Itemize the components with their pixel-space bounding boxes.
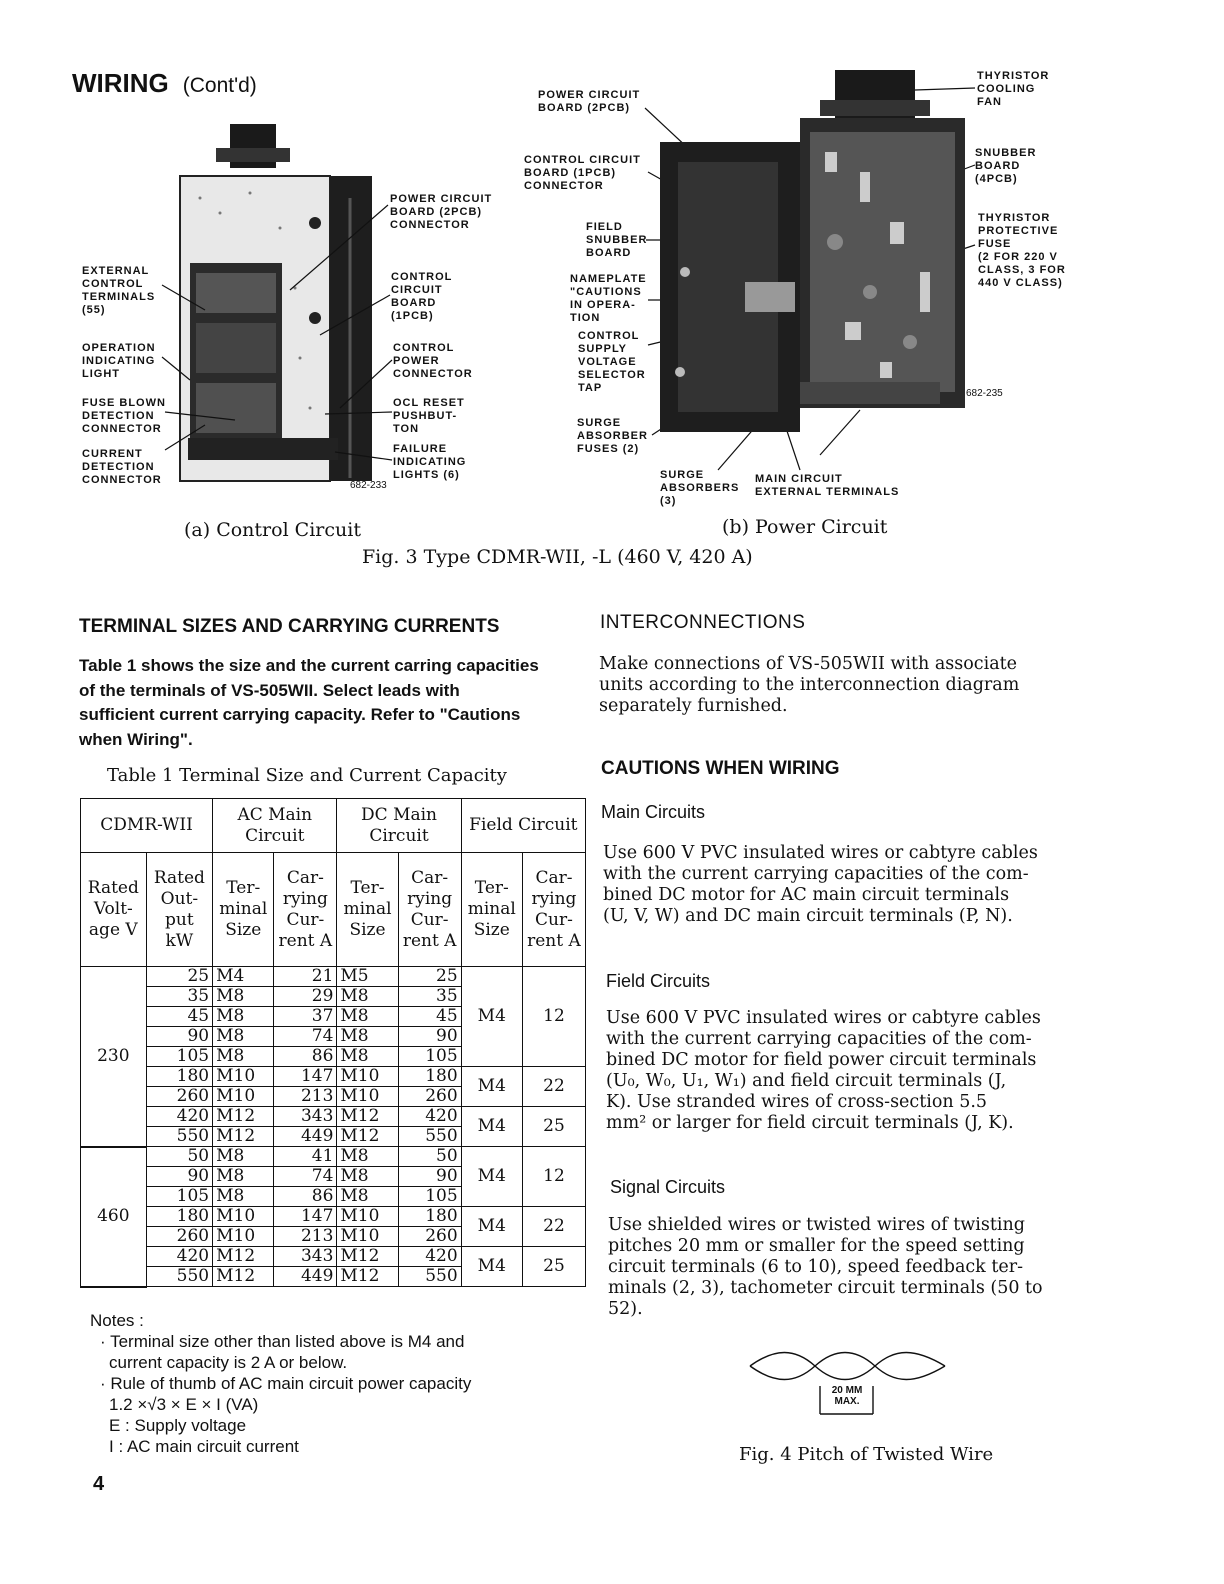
- cell: 74: [274, 1027, 337, 1047]
- caption-control-circuit: (a) Control Circuit: [184, 519, 361, 541]
- cell: M12: [213, 1127, 274, 1147]
- cell: M10: [337, 1207, 398, 1227]
- label-b-main-circuit-external-terminals: MAIN CIRCUIT EXTERNAL TERMINALS: [755, 473, 900, 498]
- cell: 550: [146, 1267, 213, 1287]
- col-header-ac-current: Car- rying Cur- rent A: [274, 853, 337, 967]
- cell-field-current: 22: [522, 1207, 585, 1247]
- cell-field-current: 25: [522, 1107, 585, 1147]
- cell: 550: [146, 1127, 213, 1147]
- cell: M10: [337, 1087, 398, 1107]
- cell: M10: [213, 1227, 274, 1247]
- figure-4-caption: Fig. 4 Pitch of Twisted Wire: [739, 1444, 994, 1465]
- cell: M8: [213, 1187, 274, 1207]
- table-row: [81, 1107, 586, 1127]
- cell: M4: [213, 967, 274, 987]
- notes: Notes : · Terminal size other than listed above is M4 and current capacity is 2 A or below. · Rule of thumb of AC main circuit power capacity 1.2 ×√3 × E × I (VA) E : Supply voltage I : AC main circuit current: [90, 1310, 600, 1457]
- interconnections-heading: INTERCONNECTIONS: [600, 612, 806, 633]
- cell: 180: [146, 1207, 213, 1227]
- field-circuits-body: Use 600 V PVC insulated wires or cabtyre cables with the current carrying capacities of the com- bined DC motor for field power circuit terminals (U₀, W₀, U₁, W₁) and field circuit terminals (J, K). Use stranded wires of cross-section 5.5 mm² or larger for field circuit terminals (J, K).: [606, 1008, 1041, 1133]
- cell-voltage: 460: [81, 1147, 147, 1287]
- label-external-control-terminals: EXTERNAL CONTROL TERMINALS (55): [82, 265, 156, 316]
- cell: 180: [398, 1207, 461, 1227]
- cell: M5: [337, 967, 398, 987]
- col-header-dc-terminal-size: Ter- minal Size: [337, 853, 398, 967]
- cell: M8: [213, 1007, 274, 1027]
- cell: 25: [398, 967, 461, 987]
- cell: 50: [398, 1147, 461, 1167]
- notes-heading: Notes :: [90, 1311, 144, 1330]
- table-row: [81, 1207, 586, 1227]
- label-b-thyristor-cooling-fan: THYRISTOR COOLING FAN: [977, 70, 1050, 108]
- cell: 45: [398, 1007, 461, 1027]
- table-row: [81, 1067, 586, 1087]
- label-b-thyristor-protective-fuse: THYRISTOR PROTECTIVE FUSE (2 FOR 220 V CLASS, 3 FOR 440 V CLASS): [978, 212, 1066, 289]
- cell: 260: [398, 1227, 461, 1247]
- cell-field-size: M4: [461, 967, 522, 1067]
- cell: 35: [146, 987, 213, 1007]
- group-header-cdmr: CDMR-WII: [81, 799, 213, 853]
- col-header-rated-voltage: Rated Volt- age V: [81, 853, 147, 967]
- label-b-surge-absorber-fuses: SURGE ABSORBER FUSES (2): [577, 417, 648, 455]
- label-b-surge-absorbers: SURGE ABSORBERS (3): [660, 469, 740, 507]
- main-circuits-heading: Main Circuits: [601, 802, 706, 822]
- cell: 147: [274, 1207, 337, 1227]
- cell: 74: [274, 1167, 337, 1187]
- terminal-sizes-heading: TERMINAL SIZES AND CARRYING CURRENTS: [79, 616, 500, 637]
- interconnections-body: Make connections of VS-505WII with associate units according to the interconnection diagram separately furnished.: [599, 654, 1020, 716]
- cell: 35: [398, 987, 461, 1007]
- cell-field-current: 12: [522, 1147, 585, 1207]
- cell: 260: [146, 1227, 213, 1247]
- label-fuse-blown-detection-connector: FUSE BLOWN DETECTION CONNECTOR: [82, 397, 166, 435]
- cell: 86: [274, 1187, 337, 1207]
- cell: M8: [213, 1027, 274, 1047]
- cell: 90: [146, 1167, 213, 1187]
- col-header-dc-current: Car- rying Cur- rent A: [398, 853, 461, 967]
- cell: 343: [274, 1247, 337, 1267]
- cell: M8: [213, 1047, 274, 1067]
- cell: 213: [274, 1087, 337, 1107]
- cell: 41: [274, 1147, 337, 1167]
- cell: 420: [146, 1247, 213, 1267]
- col-header-ac-terminal-size: Ter- minal Size: [213, 853, 274, 967]
- cell: 105: [146, 1047, 213, 1067]
- cell: 105: [398, 1187, 461, 1207]
- cell: 343: [274, 1107, 337, 1127]
- label-b-snubber-board: SNUBBER BOARD (4PCB): [975, 147, 1037, 185]
- figure-ref-b: 682-235: [966, 388, 1003, 399]
- table-row: [81, 967, 586, 987]
- label-power-circuit-board-connector: POWER CIRCUIT BOARD (2PCB) CONNECTOR: [390, 193, 493, 231]
- cell: 90: [146, 1027, 213, 1047]
- cell: M8: [337, 1027, 398, 1047]
- table-1-caption: Table 1 Terminal Size and Current Capacity: [107, 765, 507, 786]
- cell: M8: [213, 1147, 274, 1167]
- cell: M12: [337, 1107, 398, 1127]
- caption-power-circuit: (b) Power Circuit: [722, 516, 888, 538]
- cell: 213: [274, 1227, 337, 1247]
- label-control-circuit-board: CONTROL CIRCUIT BOARD (1PCB): [391, 271, 453, 322]
- cell: 420: [146, 1107, 213, 1127]
- page-number: 4: [93, 1473, 105, 1495]
- cell: M12: [337, 1247, 398, 1267]
- cell: 90: [398, 1167, 461, 1187]
- cell: 90: [398, 1027, 461, 1047]
- cell: M8: [337, 1007, 398, 1027]
- note-2: · Rule of thumb of AC main circuit power capacity: [100, 1374, 472, 1393]
- cell: 37: [274, 1007, 337, 1027]
- cell: 29: [274, 987, 337, 1007]
- cell-field-current: 22: [522, 1067, 585, 1107]
- cell: M8: [337, 1167, 398, 1187]
- table-row: [81, 1147, 586, 1167]
- power-circuit-photo: [650, 62, 970, 432]
- col-header-field-current: Car- rying Cur- rent A: [522, 853, 585, 967]
- page-title-main: WIRING: [72, 68, 169, 98]
- cell-field-current: 12: [522, 967, 585, 1067]
- cell: M10: [337, 1067, 398, 1087]
- label-b-field-snubber-board: FIELD SNUBBER BOARD: [586, 221, 648, 259]
- cell: M12: [213, 1107, 274, 1127]
- table-row: [81, 1247, 586, 1267]
- label-b-power-circuit-board: POWER CIRCUIT BOARD (2PCB): [538, 89, 641, 114]
- label-b-control-circuit-board-connector: CONTROL CIRCUIT BOARD (1PCB) CONNECTOR: [524, 154, 641, 192]
- label-control-power-connector: CONTROL POWER CONNECTOR: [393, 342, 473, 380]
- col-header-field-terminal-size: Ter- minal Size: [461, 853, 522, 967]
- field-circuits-heading: Field Circuits: [606, 971, 711, 991]
- label-current-detection-connector: CURRENT DETECTION CONNECTOR: [82, 448, 162, 486]
- cell: 550: [398, 1267, 461, 1287]
- cell: M10: [213, 1087, 274, 1107]
- cell: 260: [146, 1087, 213, 1107]
- group-header-dc-main: DC Main Circuit: [337, 799, 461, 853]
- figure-ref-a: 682-233: [350, 480, 387, 491]
- cell: M8: [337, 1187, 398, 1207]
- label-operation-indicating-light: OPERATION INDICATING LIGHT: [82, 342, 156, 380]
- label-ocl-reset-pushbutton: OCL RESET PUSHBUT- TON: [393, 397, 465, 435]
- cell: 147: [274, 1067, 337, 1087]
- cell: M12: [337, 1127, 398, 1147]
- cell: M8: [337, 1147, 398, 1167]
- label-b-nameplate-cautions: NAMEPLATE "CAUTIONS IN OPERA- TION: [570, 273, 647, 324]
- group-header-field: Field Circuit: [461, 799, 585, 853]
- main-circuits-body: Use 600 V PVC insulated wires or cabtyre cables with the current carrying capacities of the com- bined DC motor for AC main circuit terminals (U, V, W) and DC main circuit terminals (P, N).: [603, 843, 1038, 926]
- cell-voltage: 230: [81, 967, 147, 1147]
- label-b-control-supply-voltage-selector-tap: CONTROL SUPPLY VOLTAGE SELECTOR TAP: [578, 330, 646, 394]
- cell: M8: [337, 987, 398, 1007]
- cell-field-size: M4: [461, 1207, 522, 1247]
- cell: 105: [146, 1187, 213, 1207]
- cell: 21: [274, 967, 337, 987]
- terminal-size-table: [80, 798, 586, 1288]
- group-header-ac-main: AC Main Circuit: [213, 799, 337, 853]
- cell-field-size: M4: [461, 1107, 522, 1147]
- cell: 550: [398, 1127, 461, 1147]
- terminal-sizes-body: Table 1 shows the size and the current carring capacities of the terminals of VS-505WII. Select leads with sufficient current carrying capacity. Refer to "Cautions when Wiring".: [79, 656, 539, 749]
- cell-field-current: 25: [522, 1247, 585, 1287]
- cautions-heading: CAUTIONS WHEN WIRING: [601, 758, 840, 779]
- cell: M12: [213, 1247, 274, 1267]
- cell: 105: [398, 1047, 461, 1067]
- cell: M12: [213, 1267, 274, 1287]
- note-1: · Terminal size other than listed above is M4 and: [100, 1332, 465, 1351]
- figure-3-caption: Fig. 3 Type CDMR-WII, -L (460 V, 420 A): [362, 546, 753, 568]
- cell-field-size: M4: [461, 1247, 522, 1287]
- cell: 420: [398, 1107, 461, 1127]
- signal-circuits-body: Use shielded wires or twisted wires of twisting pitches 20 mm or smaller for the speed setting circuit terminals (6 to 10), speed feedback ter- minals (2, 3), tachometer circuit terminals (50 to 52).: [608, 1215, 1043, 1319]
- cell: M10: [213, 1067, 274, 1087]
- cell-field-size: M4: [461, 1147, 522, 1207]
- cell: M8: [213, 987, 274, 1007]
- cell-field-size: M4: [461, 1067, 522, 1107]
- cell: 180: [146, 1067, 213, 1087]
- signal-circuits-heading: Signal Circuits: [610, 1177, 726, 1197]
- cell: 50: [146, 1147, 213, 1167]
- cell: M10: [213, 1207, 274, 1227]
- cell: 260: [398, 1087, 461, 1107]
- col-header-rated-output: Rated Out- put kW: [146, 853, 213, 967]
- cell: 449: [274, 1267, 337, 1287]
- label-failure-indicating-lights: FAILURE INDICATING LIGHTS (6): [393, 443, 467, 481]
- cell: 449: [274, 1127, 337, 1147]
- cell: 25: [146, 967, 213, 987]
- twisted-wire-dimension: 20 MM MAX.: [831, 1385, 863, 1407]
- cell: M12: [337, 1267, 398, 1287]
- cell: 420: [398, 1247, 461, 1267]
- cell: 86: [274, 1047, 337, 1067]
- cell: 45: [146, 1007, 213, 1027]
- page-title-sub: (Cont'd): [182, 74, 257, 97]
- cell: M8: [337, 1047, 398, 1067]
- cell: 180: [398, 1067, 461, 1087]
- cell: M10: [337, 1227, 398, 1247]
- cell: M8: [213, 1167, 274, 1187]
